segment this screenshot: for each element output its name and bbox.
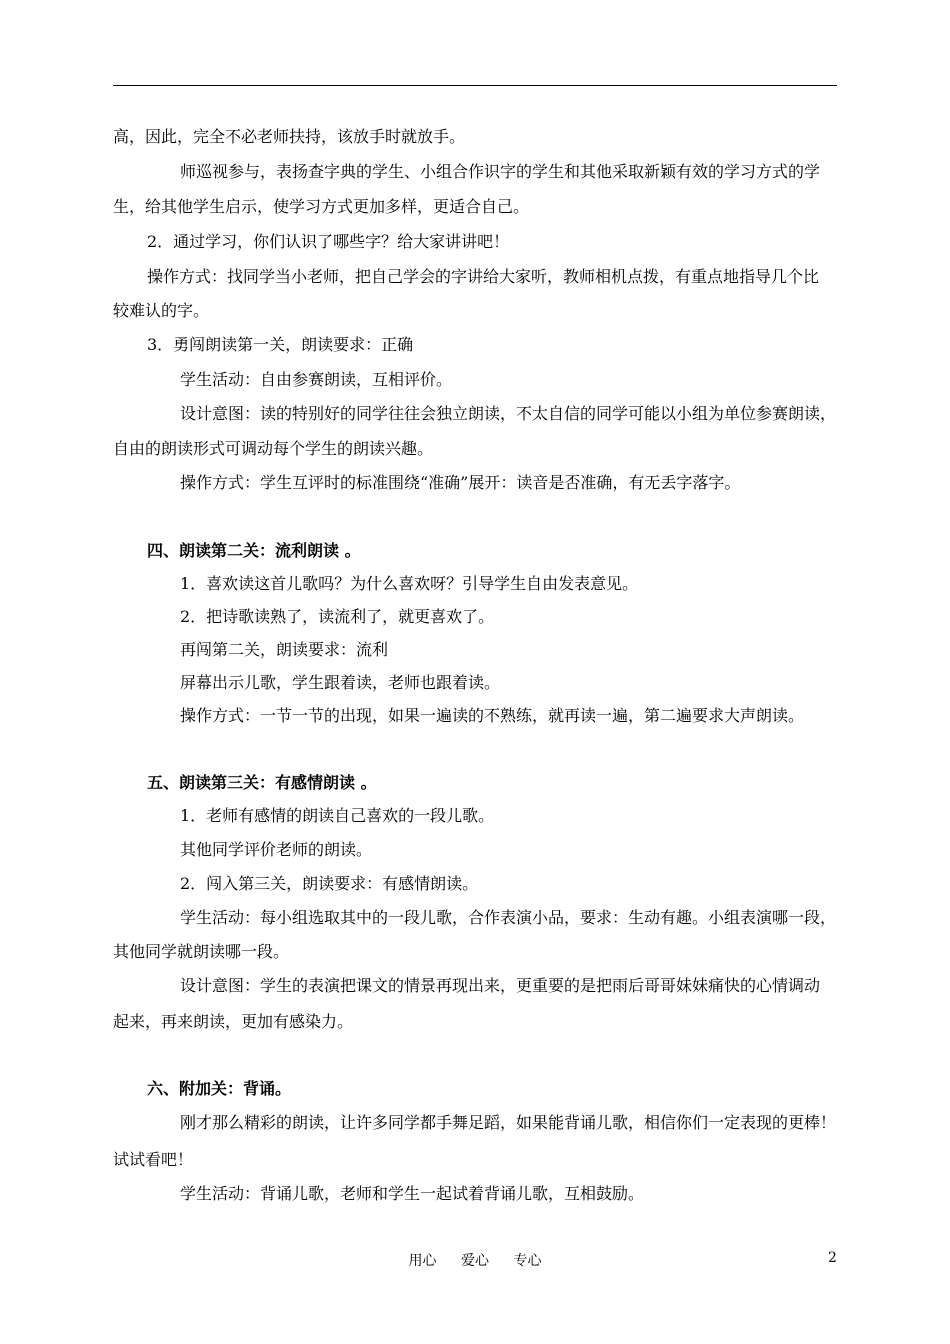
paragraph-line: 1．喜欢读这首儿歌吗？为什么喜欢呀？引导学生自由发表意见。 [180, 574, 639, 593]
paragraph-line: 试试看吧！ [113, 1150, 194, 1169]
page-number: 2 [828, 1250, 837, 1266]
paragraph-line: 高，因此，完全不必老师扶持，该放手时就放手。 [113, 127, 466, 146]
paragraph-line: 自由的朗读形式可调动每个学生的朗读兴趣。 [113, 439, 434, 458]
paragraph-line: 学生活动：自由参赛朗读，互相评价。 [180, 370, 453, 389]
paragraph-line: 2．闯入第三关，朗读要求：有感情朗读。 [180, 874, 479, 893]
paragraph-line: 再闯第二关，朗读要求：流利 [180, 640, 389, 659]
paragraph-line: 生，给其他学生启示，使学习方式更加多样，更适合自己。 [113, 197, 530, 216]
paragraph-line: 其他同学评价老师的朗读。 [180, 840, 373, 859]
paragraph-line: 操作方式：找同学当小老师，把自己学会的字讲给大家听，教师相机点拨，有重点地指导几个比 [147, 267, 820, 286]
paragraph-line: 设计意图：读的特别好的同学往往会独立朗读，不太自信的同学可能以小组为单位参赛朗读， [180, 404, 837, 423]
paragraph-line: 学生活动：每小组选取其中的一段儿歌，合作表演小品，要求：生动有趣。小组表演哪一段， [180, 908, 837, 927]
paragraph-line: 刚才那么精彩的朗读，让许多同学都手舞足蹈，如果能背诵儿歌，相信你们一定表现的更棒！ [180, 1113, 837, 1132]
paragraph-line: 2．通过学习，你们认识了哪些字？给大家讲讲吧！ [147, 232, 510, 251]
header-rule [113, 85, 837, 86]
footer-word: 爱心 [461, 1253, 489, 1269]
paragraph-line: 1．老师有感情的朗读自己喜欢的一段儿歌。 [180, 806, 495, 825]
footer-word: 用心 [408, 1253, 437, 1269]
section-heading: 六、附加关：背诵。 [147, 1079, 292, 1098]
section-heading: 五、朗读第三关：有感情朗读 。 [147, 773, 377, 792]
footer-word: 专心 [513, 1253, 542, 1269]
paragraph-line: 3．勇闯朗读第一关，朗读要求：正确 [147, 335, 414, 354]
paragraph-line: 较难认的字。 [113, 301, 210, 320]
paragraph-line: 学生活动：背诵儿歌，老师和学生一起试着背诵儿歌，互相鼓励。 [180, 1184, 645, 1203]
paragraph-line: 操作方式：学生互评时的标准围绕“准确”展开：读音是否准确，有无丢字落字。 [180, 473, 741, 492]
paragraph-line: 操作方式：一节一节的出现，如果一遍读的不熟练，就再读一遍，第二遍要求大声朗读。 [180, 706, 805, 725]
paragraph-line: 2．把诗歌读熟了，读流利了，就更喜欢了。 [180, 607, 495, 626]
paragraph-line: 屏幕出示儿歌，学生跟着读，老师也跟着读。 [180, 673, 501, 692]
paragraph-line: 其他同学就朗读哪一段。 [113, 942, 290, 961]
section-heading: 四、朗读第二关：流利朗读 。 [147, 541, 361, 560]
paragraph-line: 师巡视参与，表扬查字典的学生、小组合作识字的学生和其他采取新颖有效的学习方式的学 [180, 162, 821, 181]
paragraph-line: 起来，再来朗读，更加有感染力。 [113, 1012, 354, 1031]
page-footer [0, 1250, 950, 1270]
paragraph-line: 设计意图：学生的表演把课文的情景再现出来，更重要的是把雨后哥哥妹妹痛快的心情调动 [180, 976, 821, 995]
